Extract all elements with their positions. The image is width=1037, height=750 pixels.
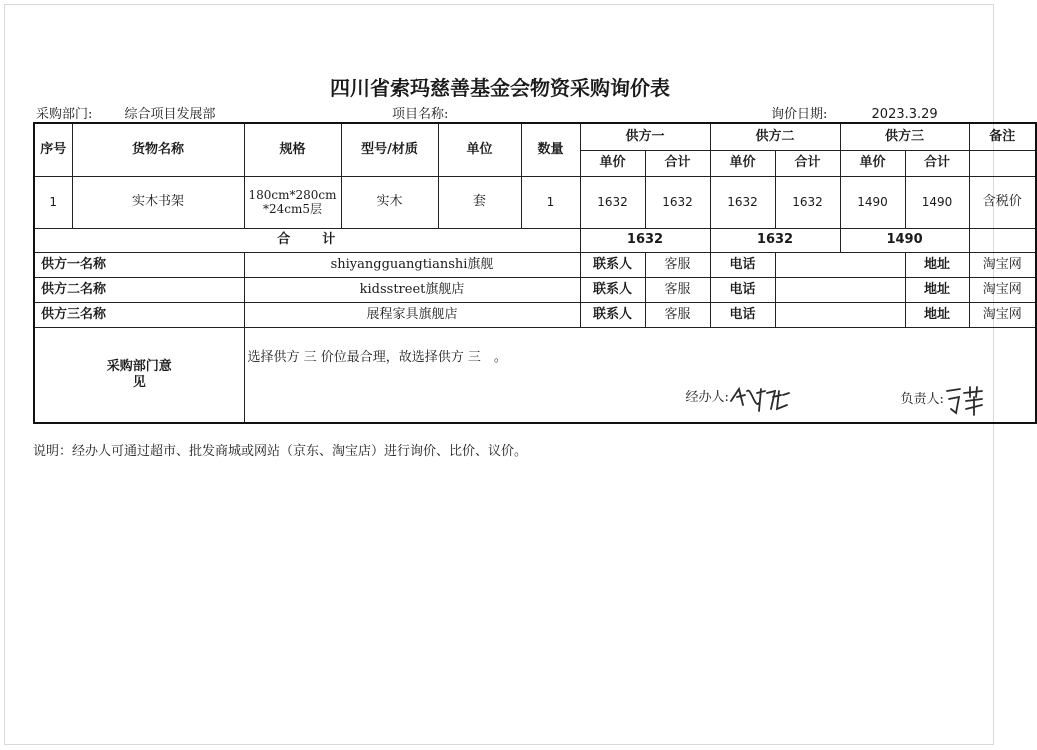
supplier1-addr-label: 地址 — [905, 252, 969, 277]
supplier2-label: 供方二名称 — [34, 277, 244, 302]
supplier3-label: 供方三名称 — [34, 302, 244, 327]
s1-price-header: 单价 — [580, 150, 645, 176]
supplier3-addr-label: 地址 — [905, 302, 969, 327]
project-field — [392, 103, 453, 122]
remark-subheader — [969, 150, 1036, 176]
s2-total-header: 合计 — [775, 150, 840, 176]
supplier2-addr-label: 地址 — [905, 277, 969, 302]
total-s2: 1632 — [710, 228, 840, 252]
footnote: 说明：经办人可通过超市、批发商城或网站（京东、淘宝店）进行询价、比价、议价。 — [33, 444, 528, 459]
leader-label: 负责人: — [900, 391, 944, 407]
project-label: 项目名称: — [392, 107, 449, 122]
table-row — [34, 176, 1036, 228]
col-spec-header: 规格 — [244, 123, 341, 176]
dept-field — [36, 103, 216, 122]
date-field — [771, 103, 938, 122]
opinion-label-cell — [34, 327, 244, 423]
date-value: 2023.3.29 — [871, 107, 938, 122]
row-s1-price: 1632 — [580, 176, 645, 228]
total-s3: 1490 — [840, 228, 969, 252]
row-s3-price: 1490 — [840, 176, 905, 228]
leader-sign — [901, 383, 986, 417]
col-goods-header: 货物名称 — [72, 123, 244, 176]
row-seq: 1 — [34, 176, 72, 228]
s3-price-header: 单价 — [840, 150, 905, 176]
s3-total-header: 合计 — [905, 150, 969, 176]
dept-value: 综合项目发展部 — [124, 107, 216, 122]
row-s2-price: 1632 — [710, 176, 775, 228]
col-remark-header: 备注 — [969, 123, 1036, 150]
supplier1-addr: 淘宝网 — [969, 252, 1036, 277]
supplier3-header: 供方三 — [840, 123, 969, 150]
total-label: 合 计 — [34, 228, 580, 252]
supplier1-phone-label: 电话 — [710, 252, 775, 277]
supplier2-contact-label: 联系人 — [580, 277, 645, 302]
handler-signature-icon — [729, 383, 793, 413]
supplier-row — [34, 277, 1036, 302]
total-s1: 1632 — [580, 228, 710, 252]
form-title: 四川省索玛慈善基金会物资采购询价表 — [330, 76, 670, 100]
supplier2-name: kidsstreet旗舰店 — [244, 277, 580, 302]
s2-price-header: 单价 — [710, 150, 775, 176]
supplier2-addr: 淘宝网 — [969, 277, 1036, 302]
col-unit-header: 单位 — [438, 123, 521, 176]
col-model-header: 型号/材质 — [341, 123, 438, 176]
supplier1-header: 供方一 — [580, 123, 710, 150]
supplier3-contact-label: 联系人 — [580, 302, 645, 327]
supplier3-phone-label: 电话 — [710, 302, 775, 327]
row-unit: 套 — [438, 176, 521, 228]
date-label: 询价日期: — [771, 107, 828, 122]
supplier3-phone — [775, 302, 905, 327]
row-goods: 实木书架 — [72, 176, 244, 228]
supplier2-phone-label: 电话 — [710, 277, 775, 302]
inquiry-table — [33, 122, 1037, 424]
handler-label: 经办人: — [685, 389, 729, 405]
supplier1-contact: 客服 — [645, 252, 710, 277]
supplier-row — [34, 302, 1036, 327]
opinion-text: 选择供方 三 价位最合理，故选择供方 三 。 — [247, 349, 507, 365]
handler-sign — [686, 383, 793, 413]
supplier3-addr: 淘宝网 — [969, 302, 1036, 327]
row-s1-total: 1632 — [645, 176, 710, 228]
supplier3-contact: 客服 — [645, 302, 710, 327]
row-model: 实木 — [341, 176, 438, 228]
supplier2-contact: 客服 — [645, 277, 710, 302]
leader-signature-icon — [944, 383, 986, 417]
supplier2-header: 供方二 — [710, 123, 840, 150]
row-qty: 1 — [521, 176, 580, 228]
total-remark — [969, 228, 1036, 252]
col-qty-header: 数量 — [521, 123, 580, 176]
row-remark: 含税价 — [969, 176, 1036, 228]
supplier3-name: 展程家具旗舰店 — [244, 302, 580, 327]
dept-label: 采购部门: — [36, 107, 93, 122]
supplier1-label: 供方一名称 — [34, 252, 244, 277]
row-spec: 180cm*280cm*24cm5层 — [244, 176, 341, 228]
row-s3-total: 1490 — [905, 176, 969, 228]
opinion-label: 采购部门意见 — [106, 359, 172, 390]
supplier1-phone — [775, 252, 905, 277]
supplier2-phone — [775, 277, 905, 302]
supplier1-contact-label: 联系人 — [580, 252, 645, 277]
s1-total-header: 合计 — [645, 150, 710, 176]
opinion-cell — [244, 327, 1036, 423]
col-seq-header: 序号 — [34, 123, 72, 176]
supplier-row — [34, 252, 1036, 277]
supplier1-name: shiyangguangtianshi旗舰 — [244, 252, 580, 277]
row-s2-total: 1632 — [775, 176, 840, 228]
